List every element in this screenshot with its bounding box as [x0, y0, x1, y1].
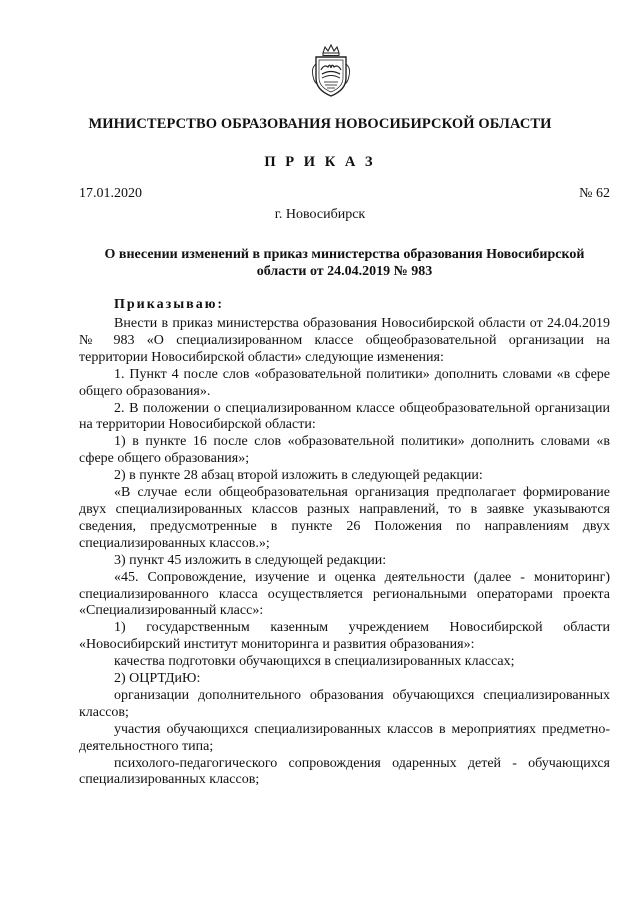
ministry-title: МИНИСТЕРСТВО ОБРАЗОВАНИЯ НОВОСИБИРСКОЙ ОБЛАСТИ [88, 116, 552, 132]
paragraph-participation: участия обучающихся специализированных классов в мероприятиях предметно-деятельностного типа; [79, 721, 610, 754]
order-date: 17.01.2020 [79, 186, 142, 201]
paragraph-quote-45: «45. Сопровождение, изучение и оценка деятельности (далее - мониторинг) специализированного класса осуществляется региональными операторами проекта «Специализированный класс»: [79, 569, 610, 619]
novosibirsk-coat-of-arms-icon [310, 44, 352, 98]
order-body [79, 316, 610, 789]
paragraph-quote-28: «В случае если общеобразовательная организация предполагает формирование двух специализированных классов разных направлений, то в заявке указываются сведения, предусмотренные в пункте 26 Положения по направлениям двух специализированных классов.»; [79, 485, 610, 551]
paragraph-item-2: 2. В положении о специализированном классе общеобразовательной организации на территории Новосибирской области: [79, 400, 610, 433]
document-type-title: П Р И К А З [264, 154, 376, 170]
order-subject: О внесении изменений в приказ министерства образования Новосибирской области от 24.04.2019 № 983 [104, 247, 585, 279]
paragraph-organization: организации дополнительного образования обучающихся специализированных классов; [79, 687, 610, 720]
paragraph-operator-1: 1) государственным казенным учреждением Новосибирской области «Новосибирский институт мониторинга и развития образования»: [79, 620, 610, 653]
prikazyvayu-heading: Приказываю: [114, 297, 225, 312]
paragraph-item-1: 1. Пункт 4 после слов «образовательной политики» дополнить словами «в сфере общего образования». [79, 366, 610, 399]
paragraph-quality: качества подготовки обучающихся в специализированных классах; [114, 654, 515, 670]
paragraph-subitem-2: 2) в пункте 28 абзац второй изложить в следующей редакции: [114, 468, 483, 484]
paragraph-subitem-1: 1) в пункте 16 после слов «образовательной политики» дополнить словами «в сфере общего образования»; [79, 434, 610, 467]
order-city: г. Новосибирск [274, 207, 366, 222]
paragraph-operator-2: 2) ОЦРТДиЮ: [114, 671, 201, 687]
paragraph-subitem-3: 3) пункт 45 изложить в следующей редакции: [114, 552, 387, 568]
order-number: № 62 [579, 186, 610, 201]
paragraph-psychology: психолого-педагогического сопровождения одаренных детей - обучающихся специализированных классов; [79, 755, 610, 788]
paragraph-intro: Внести в приказ министерства образования Новосибирской области от 24.04.2019 № 983 «О специализированном классе общеобразовательной организации на территории Новосибирской области» следующие изменения: [79, 316, 610, 365]
